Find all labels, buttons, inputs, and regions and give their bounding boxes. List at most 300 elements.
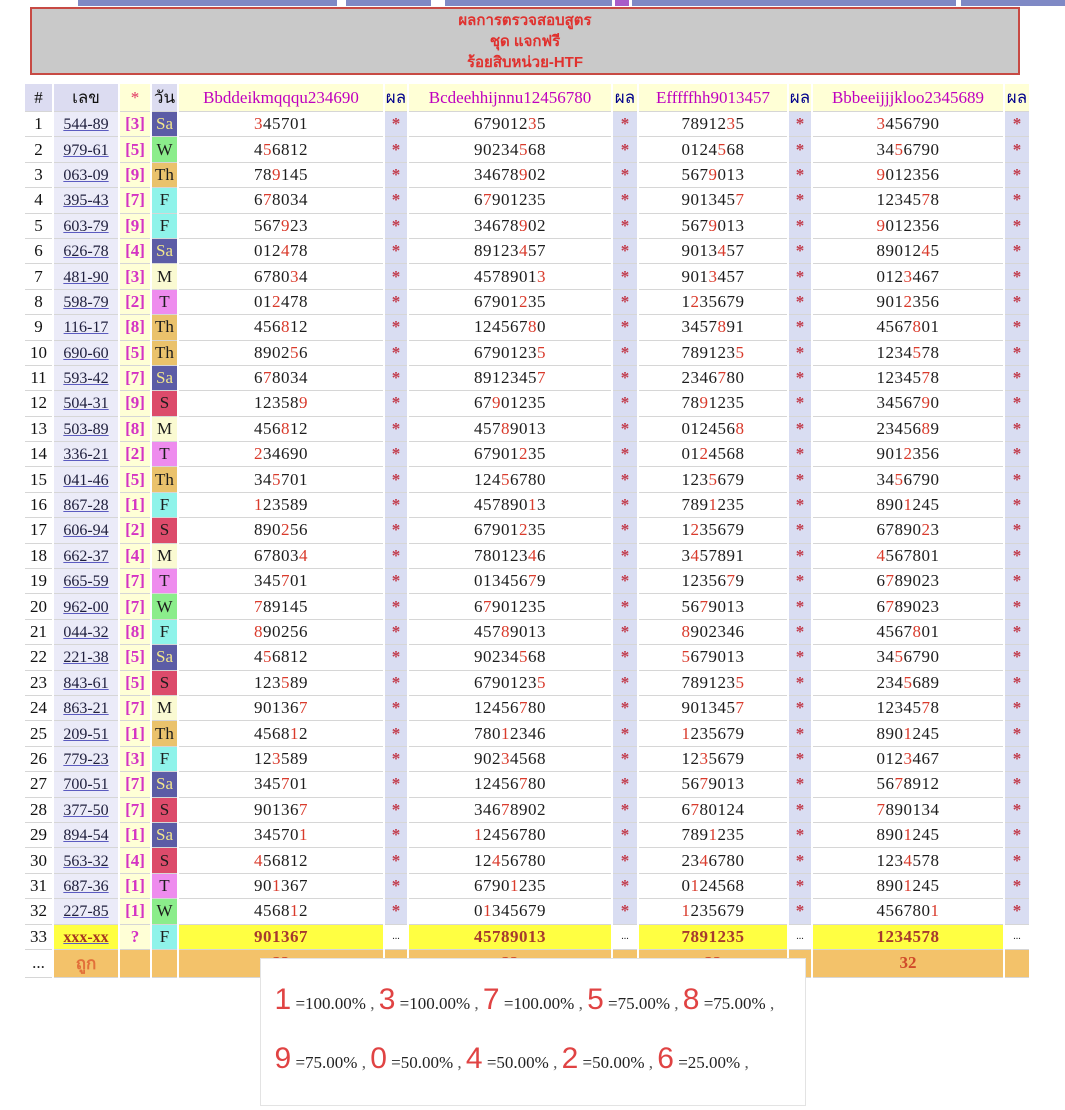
result-cell: * bbox=[1004, 772, 1030, 797]
lottery-number-cell bbox=[53, 391, 119, 416]
lottery-number-cell bbox=[53, 264, 119, 289]
result-cell: * bbox=[788, 873, 812, 898]
formula-digits-cell: 8901245 bbox=[812, 492, 1004, 517]
hit-digit-highlight: 2 bbox=[903, 444, 913, 464]
results-table bbox=[25, 84, 1031, 978]
result-cell: * bbox=[384, 188, 408, 213]
hit-digit-cell: [2] bbox=[119, 518, 151, 543]
lottery-number-link[interactable]: 687-36 bbox=[63, 877, 109, 895]
hit-digit-highlight: 5 bbox=[501, 469, 510, 489]
result-cell: * bbox=[384, 645, 408, 670]
lottery-number-link[interactable]: 209-51 bbox=[63, 725, 109, 743]
result-cell: * bbox=[1004, 645, 1030, 670]
formula-digits-cell: 5679013 bbox=[638, 772, 788, 797]
result-cell: * bbox=[384, 746, 408, 771]
result-cell: * bbox=[384, 873, 408, 898]
row-number-cell: 16 bbox=[25, 492, 53, 517]
lottery-number-link[interactable]: 377-50 bbox=[63, 801, 109, 819]
result-cell: * bbox=[1004, 695, 1030, 720]
result-cell: * bbox=[788, 416, 812, 441]
table-row bbox=[25, 797, 1030, 822]
hit-digit-cell: [8] bbox=[119, 619, 151, 644]
result-cell: * bbox=[384, 238, 408, 263]
lottery-number-link[interactable]: 894-54 bbox=[63, 827, 109, 845]
row-number-cell: 6 bbox=[25, 238, 53, 263]
lottery-number-link[interactable]: 044-32 bbox=[63, 624, 109, 641]
result-cell: * bbox=[788, 213, 812, 238]
hit-digit-highlight: 8 bbox=[912, 317, 922, 337]
formula-digits-cell: 12456780 bbox=[408, 695, 612, 720]
hit-digit-highlight: 3 bbox=[528, 114, 537, 134]
hit-digit-highlight: 1 bbox=[290, 901, 299, 921]
table-row bbox=[25, 188, 1030, 213]
formula-digits-cell: 01345679 bbox=[408, 569, 612, 594]
result-cell: * bbox=[1004, 873, 1030, 898]
lottery-number-cell bbox=[53, 137, 119, 162]
hit-digit-highlight: 8 bbox=[717, 317, 727, 337]
lottery-number-cell bbox=[53, 873, 119, 898]
table-row bbox=[25, 416, 1030, 441]
result-cell: * bbox=[612, 492, 638, 517]
formula-digits-cell: 678034 bbox=[178, 365, 384, 390]
result-cell: * bbox=[384, 264, 408, 289]
formula-digits-cell: 3456790 bbox=[812, 112, 1004, 137]
col-header-result-2: ผล bbox=[612, 84, 638, 112]
lottery-number-link[interactable]: 221-38 bbox=[63, 649, 109, 667]
formula-digits-cell: 12456780 bbox=[408, 315, 612, 340]
hit-digit-highlight: 8 bbox=[528, 317, 537, 337]
result-cell: * bbox=[384, 569, 408, 594]
day-cell: T bbox=[151, 289, 178, 314]
lottery-number-link[interactable]: 504-31 bbox=[63, 395, 109, 413]
formula-digits-cell: 8901245 bbox=[812, 873, 1004, 898]
lottery-number-link[interactable]: 544-89 bbox=[63, 116, 109, 134]
formula-digits-cell: 789145 bbox=[178, 162, 384, 187]
hit-digit-cell: [4] bbox=[119, 543, 151, 568]
legend-digit: 2 bbox=[561, 1042, 579, 1075]
result-cell: * bbox=[612, 442, 638, 467]
row-number-cell: 33 bbox=[25, 924, 53, 949]
result-cell: * bbox=[612, 162, 638, 187]
lottery-number-link[interactable]: 063-09 bbox=[63, 166, 109, 184]
lottery-number-link[interactable]: 227-85 bbox=[63, 903, 109, 921]
lottery-number-link[interactable]: 843-61 bbox=[63, 674, 109, 692]
day-cell: Sa bbox=[151, 645, 178, 670]
row-number-cell: 30 bbox=[25, 848, 53, 873]
result-cell: * bbox=[1004, 188, 1030, 213]
lottery-number-cell bbox=[53, 619, 119, 644]
result-cell: * bbox=[788, 670, 812, 695]
hit-digit-highlight: 4 bbox=[528, 545, 537, 565]
result-cell: * bbox=[788, 518, 812, 543]
day-cell: F bbox=[151, 619, 178, 644]
formula-digits-cell: 45789013 bbox=[408, 924, 612, 949]
lottery-number-link[interactable]: 863-21 bbox=[63, 700, 109, 718]
formula-digits-cell: 12456780 bbox=[408, 822, 612, 847]
formula-digits-cell: 1234578 bbox=[812, 365, 1004, 390]
day-cell: Sa bbox=[151, 822, 178, 847]
result-cell: * bbox=[612, 822, 638, 847]
table-row bbox=[25, 848, 1030, 873]
lottery-number-cell bbox=[53, 670, 119, 695]
result-cell: * bbox=[384, 213, 408, 238]
hit-digit-highlight: 2 bbox=[519, 444, 528, 464]
lottery-number-cell bbox=[53, 365, 119, 390]
row-number-cell: 15 bbox=[25, 467, 53, 492]
hit-digit-highlight: 9 bbox=[699, 393, 709, 413]
lottery-number-link[interactable]: 979-61 bbox=[63, 141, 109, 159]
formula-digits-cell: 67901235 bbox=[408, 289, 612, 314]
result-cell: * bbox=[1004, 238, 1030, 263]
formula-digits-cell: 1235679 bbox=[638, 721, 788, 746]
col-header-result-3: ผล bbox=[788, 84, 812, 112]
top-strip-segment bbox=[961, 0, 1065, 6]
formula-digits-cell: 4567801 bbox=[812, 899, 1004, 924]
legend-digit: 0 bbox=[370, 1042, 387, 1075]
row-number-cell: 22 bbox=[25, 645, 53, 670]
result-cell: * bbox=[1004, 746, 1030, 771]
formula-digits-cell: 2346780 bbox=[638, 365, 788, 390]
lottery-number-cell bbox=[53, 442, 119, 467]
hit-digit-highlight: 4 bbox=[717, 241, 727, 261]
hit-digit-cell: [7] bbox=[119, 365, 151, 390]
legend-digit: 9 bbox=[274, 1042, 292, 1075]
hit-digit-highlight: 9 bbox=[519, 164, 528, 184]
day-cell: W bbox=[151, 594, 178, 619]
hit-digit-highlight: 7 bbox=[263, 368, 272, 388]
lottery-number-link[interactable]: 041-46 bbox=[63, 471, 109, 489]
hit-digit-highlight: 7 bbox=[921, 698, 931, 718]
result-cell: * bbox=[788, 594, 812, 619]
result-cell: * bbox=[1004, 137, 1030, 162]
result-cell: * bbox=[612, 772, 638, 797]
lottery-number-link[interactable]: 116-17 bbox=[63, 319, 109, 337]
row-number-cell: 13 bbox=[25, 416, 53, 441]
formula-digits-cell: 7891235 bbox=[638, 112, 788, 137]
result-cell: * bbox=[612, 289, 638, 314]
formula-digits-cell: 2345689 bbox=[812, 416, 1004, 441]
hit-digit-highlight: 1 bbox=[501, 723, 510, 743]
result-cell: * bbox=[384, 848, 408, 873]
hit-digit-highlight: 5 bbox=[903, 672, 913, 692]
lottery-number-link[interactable]: 867-28 bbox=[63, 497, 109, 515]
formula-digits-cell: 7891235 bbox=[638, 924, 788, 949]
hit-digit-highlight: 7 bbox=[299, 698, 308, 718]
result-cell: * bbox=[788, 442, 812, 467]
hit-digit-highlight: 2 bbox=[690, 291, 700, 311]
hit-digit-cell: [9] bbox=[119, 162, 151, 187]
hit-digit-highlight: 5 bbox=[735, 342, 745, 362]
hit-digit-highlight: 8 bbox=[281, 317, 290, 337]
hit-digit-highlight: 5 bbox=[519, 139, 528, 159]
result-cell: * bbox=[1004, 721, 1030, 746]
result-cell: * bbox=[1004, 822, 1030, 847]
hit-digit-highlight: 9 bbox=[492, 393, 501, 413]
formula-digits-cell: 456812 bbox=[178, 645, 384, 670]
table-row bbox=[25, 467, 1030, 492]
result-cell: * bbox=[1004, 162, 1030, 187]
result-cell: * bbox=[788, 645, 812, 670]
formula-digits-cell: 0123467 bbox=[812, 264, 1004, 289]
row-number-cell: 32 bbox=[25, 899, 53, 924]
table-row bbox=[25, 264, 1030, 289]
formula-digits-cell: 6780124 bbox=[638, 797, 788, 822]
hit-digit-highlight: 9 bbox=[876, 215, 886, 235]
lottery-number-link[interactable]: 690-60 bbox=[63, 344, 109, 362]
row-number-cell: 1 bbox=[25, 112, 53, 137]
result-cell: * bbox=[384, 162, 408, 187]
formula-digits-cell: 456812 bbox=[178, 721, 384, 746]
hit-digit-cell: [1] bbox=[119, 873, 151, 898]
formula-digits-cell: 901367 bbox=[178, 924, 384, 949]
hit-digit-highlight: 4 bbox=[876, 545, 886, 565]
result-cell: * bbox=[1004, 213, 1030, 238]
hit-digit-cell: [4] bbox=[119, 238, 151, 263]
hit-digit-highlight: 5 bbox=[272, 469, 281, 489]
table-row bbox=[25, 746, 1030, 771]
lottery-number-cell bbox=[53, 822, 119, 847]
hit-digit-highlight: 9 bbox=[876, 164, 886, 184]
formula-digits-cell: 2346780 bbox=[638, 848, 788, 873]
result-cell: * bbox=[1004, 289, 1030, 314]
lottery-number-cell bbox=[53, 315, 119, 340]
table-row bbox=[25, 721, 1030, 746]
formula-digits-cell: 01345679 bbox=[408, 899, 612, 924]
lottery-number-link[interactable]: 779-23 bbox=[63, 750, 109, 768]
table-row bbox=[25, 213, 1030, 238]
row-number-cell: 17 bbox=[25, 518, 53, 543]
hit-digit-highlight: 1 bbox=[903, 875, 913, 895]
lottery-number-link[interactable]: 563-32 bbox=[63, 852, 109, 870]
lottery-number-link[interactable]: 395-43 bbox=[63, 192, 109, 210]
result-cell: * bbox=[612, 543, 638, 568]
result-cell: * bbox=[788, 746, 812, 771]
hit-digit-cell: [7] bbox=[119, 797, 151, 822]
result-cell: ... bbox=[788, 924, 812, 949]
formula-digits-cell: 4567801 bbox=[812, 619, 1004, 644]
day-cell: S bbox=[151, 797, 178, 822]
lottery-number-link[interactable]: 503-89 bbox=[63, 420, 109, 438]
legend-percentage: =25.00% bbox=[673, 1053, 741, 1072]
lottery-number-link[interactable]: 603-79 bbox=[63, 217, 109, 235]
hit-digit-highlight: 9 bbox=[708, 215, 718, 235]
formula-digits-cell: 0124568 bbox=[638, 416, 788, 441]
result-cell: * bbox=[1004, 543, 1030, 568]
hit-digit-cell: [7] bbox=[119, 188, 151, 213]
result-cell: * bbox=[612, 569, 638, 594]
hit-digit-highlight: 9 bbox=[519, 215, 528, 235]
formula-digits-cell: 0123467 bbox=[812, 746, 1004, 771]
result-cell: * bbox=[612, 188, 638, 213]
hit-digit-highlight: 7 bbox=[717, 368, 727, 388]
lottery-number-link[interactable]: 626-78 bbox=[63, 243, 109, 261]
hit-digit-highlight: 5 bbox=[717, 139, 727, 159]
formula-digits-cell: 345701 bbox=[178, 112, 384, 137]
hit-digit-highlight: 1 bbox=[708, 495, 718, 515]
hit-digit-highlight: 4 bbox=[492, 850, 501, 870]
day-cell: Th bbox=[151, 467, 178, 492]
hit-digit-cell: [4] bbox=[119, 848, 151, 873]
table-row bbox=[25, 924, 1030, 949]
table-row bbox=[25, 772, 1030, 797]
hit-digit-highlight: 7 bbox=[726, 571, 736, 591]
hit-digit-highlight: 5 bbox=[263, 647, 272, 667]
day-cell: F bbox=[151, 492, 178, 517]
result-cell: * bbox=[788, 492, 812, 517]
table-row bbox=[25, 137, 1030, 162]
hit-digit-highlight: 7 bbox=[921, 190, 931, 210]
result-cell: * bbox=[612, 391, 638, 416]
formula-digits-cell: 456812 bbox=[178, 848, 384, 873]
table-row bbox=[25, 518, 1030, 543]
result-cell: * bbox=[788, 365, 812, 390]
formula-digits-cell: 234690 bbox=[178, 442, 384, 467]
hit-digit-highlight: 9 bbox=[299, 393, 308, 413]
result-cell: * bbox=[612, 619, 638, 644]
formula-digits-cell: 456812 bbox=[178, 137, 384, 162]
title-line-2: ชุด แจกฟรี bbox=[489, 32, 561, 50]
result-cell: * bbox=[612, 797, 638, 822]
row-number-cell: 4 bbox=[25, 188, 53, 213]
lottery-number-link[interactable]: 336-21 bbox=[63, 446, 109, 464]
formula-digits-cell: 9013457 bbox=[638, 264, 788, 289]
legend-percentage: =100.00% bbox=[499, 994, 575, 1013]
formula-digits-cell: 345701 bbox=[178, 569, 384, 594]
hit-digit-cell: [7] bbox=[119, 772, 151, 797]
title-line-3: ร้อยสิบหน่วย-HTF bbox=[466, 53, 584, 71]
hit-digit-highlight: 3 bbox=[272, 748, 281, 768]
row-number-cell: 24 bbox=[25, 695, 53, 720]
result-cell: * bbox=[788, 772, 812, 797]
table-row bbox=[25, 822, 1030, 847]
table-row bbox=[25, 391, 1030, 416]
hit-digit-highlight: 5 bbox=[894, 469, 904, 489]
result-cell: * bbox=[612, 264, 638, 289]
result-cell: * bbox=[788, 569, 812, 594]
lottery-number-link[interactable]: xxx-xx bbox=[63, 928, 109, 946]
lottery-number-link[interactable]: 593-42 bbox=[63, 370, 109, 388]
result-cell: * bbox=[1004, 492, 1030, 517]
result-cell: * bbox=[612, 365, 638, 390]
day-cell: Sa bbox=[151, 112, 178, 137]
lottery-number-link[interactable]: 598-79 bbox=[63, 293, 109, 311]
day-cell: T bbox=[151, 442, 178, 467]
hit-digit-highlight: 9 bbox=[281, 215, 290, 235]
formula-digits-cell: 3457891 bbox=[638, 315, 788, 340]
table-row bbox=[25, 619, 1030, 644]
result-cell: * bbox=[612, 899, 638, 924]
lottery-number-cell bbox=[53, 772, 119, 797]
hit-digit-highlight: 7 bbox=[501, 799, 510, 819]
lottery-number-link[interactable]: 962-00 bbox=[63, 598, 109, 616]
row-number-cell: 29 bbox=[25, 822, 53, 847]
hit-digit-highlight: 7 bbox=[299, 799, 308, 819]
hit-digit-highlight: 3 bbox=[903, 266, 913, 286]
result-cell: * bbox=[384, 772, 408, 797]
lottery-number-cell bbox=[53, 848, 119, 873]
row-number-cell: 27 bbox=[25, 772, 53, 797]
result-cell: * bbox=[788, 188, 812, 213]
hit-digit-highlight: 9 bbox=[708, 164, 718, 184]
formula-digits-cell: 890256 bbox=[178, 340, 384, 365]
hit-digit-cell: [7] bbox=[119, 695, 151, 720]
lottery-number-link[interactable]: 606-94 bbox=[63, 522, 109, 540]
formula-digits-cell: 9013457 bbox=[638, 238, 788, 263]
hit-digit-cell: [5] bbox=[119, 670, 151, 695]
hit-digit-cell: [3] bbox=[119, 746, 151, 771]
day-cell: T bbox=[151, 873, 178, 898]
result-cell: * bbox=[1004, 848, 1030, 873]
day-cell: F bbox=[151, 924, 178, 949]
result-cell: * bbox=[788, 264, 812, 289]
lottery-number-cell bbox=[53, 518, 119, 543]
formula-digits-cell: 1234578 bbox=[812, 924, 1004, 949]
formula-digits-cell: 45789013 bbox=[408, 619, 612, 644]
row-number-cell: 9 bbox=[25, 315, 53, 340]
table-row bbox=[25, 162, 1030, 187]
formula-digits-cell: 2345689 bbox=[812, 670, 1004, 695]
legend-digit: 4 bbox=[465, 1042, 483, 1075]
hit-digit-highlight: 7 bbox=[519, 698, 528, 718]
formula-digits-cell: 123589 bbox=[178, 391, 384, 416]
day-cell: Sa bbox=[151, 365, 178, 390]
lottery-number-link[interactable]: 481-90 bbox=[63, 268, 109, 286]
result-cell: * bbox=[384, 492, 408, 517]
hit-digit-highlight: 5 bbox=[708, 469, 718, 489]
top-strip-segment bbox=[346, 0, 431, 6]
result-cell: * bbox=[1004, 594, 1030, 619]
result-cell: * bbox=[612, 416, 638, 441]
result-cell: * bbox=[612, 315, 638, 340]
result-cell: * bbox=[384, 137, 408, 162]
result-cell: * bbox=[384, 822, 408, 847]
hit-digit-cell: ? bbox=[119, 924, 151, 949]
day-cell: F bbox=[151, 746, 178, 771]
row-number-cell: 26 bbox=[25, 746, 53, 771]
legend-digit: 7 bbox=[482, 983, 500, 1016]
hit-digit-highlight: 1 bbox=[510, 875, 519, 895]
lottery-number-link[interactable]: 700-51 bbox=[63, 776, 109, 794]
hit-digit-highlight: 5 bbox=[735, 672, 745, 692]
formula-digits-cell: 5678912 bbox=[812, 772, 1004, 797]
hit-digit-highlight: 7 bbox=[894, 774, 904, 794]
footer-empty-cell bbox=[119, 949, 151, 977]
formula-digits-cell: 789145 bbox=[178, 594, 384, 619]
hit-digit-highlight: 5 bbox=[894, 647, 904, 667]
hit-digit-highlight: 8 bbox=[681, 622, 691, 641]
formula-digits-cell: 123589 bbox=[178, 746, 384, 771]
day-cell: Th bbox=[151, 340, 178, 365]
result-cell: * bbox=[384, 670, 408, 695]
result-cell: * bbox=[788, 695, 812, 720]
result-cell: * bbox=[1004, 619, 1030, 644]
formula-digits-cell: 12456780 bbox=[408, 467, 612, 492]
formula-digits-cell: 78012346 bbox=[408, 721, 612, 746]
hit-digit-highlight: 4 bbox=[690, 545, 700, 565]
lottery-number-link[interactable]: 662-37 bbox=[63, 547, 109, 565]
row-number-cell: 31 bbox=[25, 873, 53, 898]
hit-digit-highlight: 7 bbox=[537, 368, 546, 388]
hit-digit-highlight: 7 bbox=[699, 596, 709, 616]
lottery-number-cell bbox=[53, 416, 119, 441]
row-number-cell: 20 bbox=[25, 594, 53, 619]
col-header-formula-4: Bbbeeijjjkloo2345689 bbox=[812, 84, 1004, 112]
formula-digits-cell: 901367 bbox=[178, 797, 384, 822]
legend-digit: 3 bbox=[378, 983, 396, 1016]
formula-digits-cell: 1235679 bbox=[638, 518, 788, 543]
hit-digit-highlight: 5 bbox=[519, 647, 528, 667]
lottery-number-link[interactable]: 665-59 bbox=[63, 573, 109, 591]
